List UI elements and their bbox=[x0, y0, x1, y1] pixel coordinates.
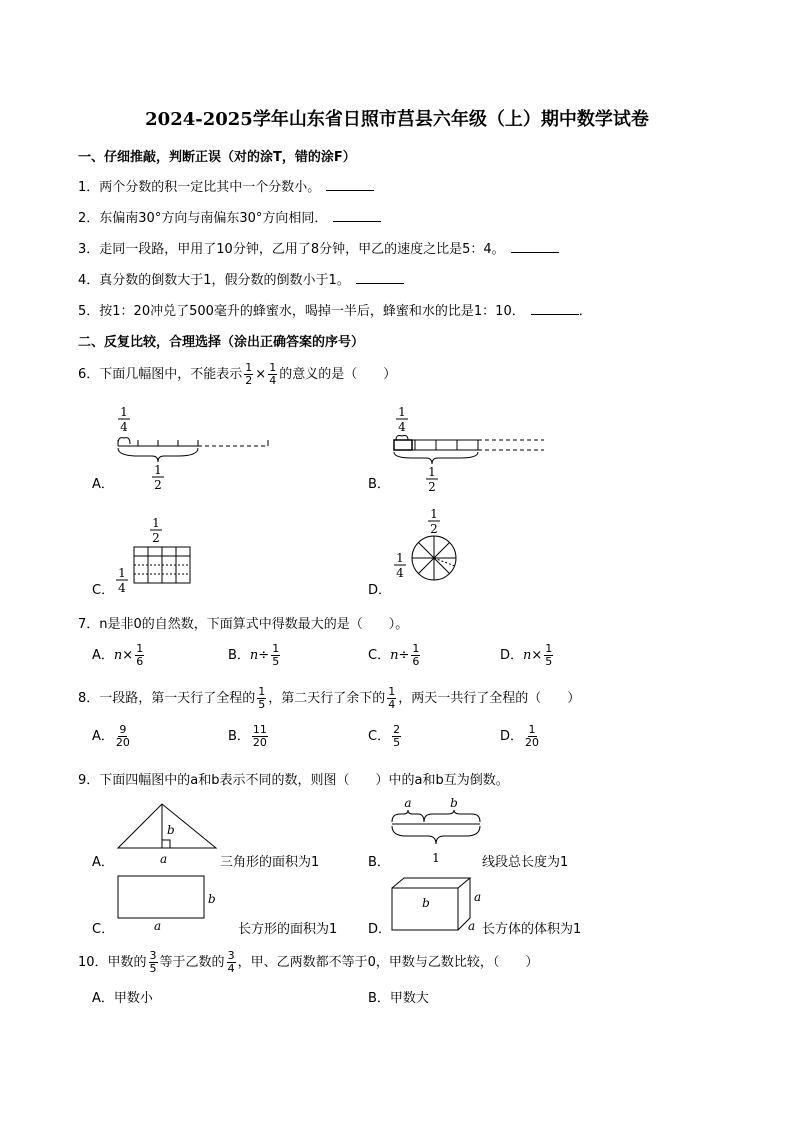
numerator: 1 bbox=[528, 723, 536, 736]
question-8-mid: ，第二天行了余下的 bbox=[268, 691, 386, 706]
fraction-denominator: 2 bbox=[152, 531, 160, 545]
denominator: 20 bbox=[252, 736, 267, 749]
question-4-text: 4．真分数的倒数大于1，假分数的倒数小于1。 bbox=[78, 273, 350, 288]
question-6 bbox=[78, 362, 396, 387]
question-2 bbox=[78, 207, 381, 226]
answer-blank[interactable] bbox=[531, 302, 579, 315]
numerator: 3 bbox=[149, 949, 157, 962]
q9-figure-c-rectangle bbox=[112, 872, 222, 934]
fraction bbox=[135, 643, 144, 668]
question-8-post: ，两天一共行了全程的（ ） bbox=[398, 691, 581, 706]
q9-option-b-caption: 线段总长度为1 bbox=[482, 855, 569, 870]
denominator: 5 bbox=[258, 698, 266, 711]
q9-option-d-label[interactable]: D． bbox=[368, 922, 392, 937]
q7-option-c[interactable] bbox=[368, 643, 422, 668]
q9-option-d-caption: 长方体的体积为1 bbox=[482, 922, 582, 937]
fraction-denominator: 4 bbox=[118, 581, 126, 595]
fraction-numerator: 1 bbox=[152, 516, 160, 530]
denominator: 4 bbox=[388, 698, 396, 711]
label-a: a bbox=[154, 919, 162, 933]
question-10 bbox=[78, 950, 538, 975]
fraction-numerator: 1 bbox=[430, 507, 438, 521]
fraction-numerator: 1 bbox=[120, 405, 128, 419]
label-a: a bbox=[160, 852, 168, 866]
question-3-text: 3．走同一段路，甲用了10分钟，乙用了8分钟，甲乙的速度之比是5：4。 bbox=[78, 242, 505, 257]
denominator: 5 bbox=[149, 962, 157, 975]
q9-option-b-label[interactable]: B． bbox=[368, 855, 390, 870]
question-1 bbox=[78, 176, 374, 195]
question-10-pre: 10．甲数的 bbox=[78, 955, 147, 970]
brace-b bbox=[424, 810, 480, 822]
right-angle-mark bbox=[162, 840, 170, 848]
option-label: D． bbox=[500, 648, 524, 663]
fraction bbox=[244, 362, 253, 387]
label-a: a bbox=[474, 890, 482, 904]
bar-dividers bbox=[415, 440, 457, 450]
answer-blank[interactable] bbox=[511, 240, 559, 253]
q7-option-b[interactable] bbox=[228, 643, 282, 668]
question-2-text: 2．东偏南30°方向与南偏东30°方向相同． bbox=[78, 211, 328, 226]
q9-option-a-label[interactable]: A． bbox=[92, 855, 114, 870]
half-brace bbox=[394, 452, 478, 464]
q7-option-d[interactable] bbox=[500, 643, 555, 668]
label-a: a bbox=[404, 796, 412, 810]
q9-figure-d-cuboid bbox=[388, 872, 488, 934]
question-7: 7．n是非0的自然数，下面算式中得数最大的是（ ）。 bbox=[78, 617, 409, 632]
q9-figure-a-triangle bbox=[112, 800, 222, 866]
option-label: B． bbox=[228, 648, 250, 663]
denominator: 6 bbox=[136, 655, 144, 668]
fraction bbox=[411, 643, 420, 668]
q10-option-b[interactable]: B．甲数大 bbox=[368, 991, 429, 1006]
q8-option-d[interactable] bbox=[500, 724, 541, 749]
cuboid-top bbox=[392, 878, 470, 888]
variable-n: n bbox=[523, 648, 532, 663]
bar-highlight bbox=[394, 440, 412, 450]
denominator: 5 bbox=[272, 655, 280, 668]
fraction-denominator: 2 bbox=[430, 522, 438, 536]
numerator: 1 bbox=[245, 361, 253, 374]
operator: ÷ bbox=[398, 648, 410, 663]
operator: ÷ bbox=[258, 648, 270, 663]
question-5-end: ． bbox=[578, 304, 592, 319]
q9-option-a-caption: 三角形的面积为1 bbox=[220, 855, 320, 870]
q10-option-a[interactable]: A．甲数小 bbox=[92, 991, 153, 1006]
q6-figure-c bbox=[112, 515, 202, 595]
fraction-numerator: 1 bbox=[118, 566, 126, 580]
label-b: b bbox=[450, 796, 458, 810]
numerator: 1 bbox=[258, 685, 266, 698]
variable-n: n bbox=[113, 648, 123, 663]
question-10-post: ，甲、乙两数都不等于0，甲数与乙数比较，（ ） bbox=[237, 955, 539, 970]
fraction-numerator: 1 bbox=[428, 465, 436, 479]
option-label: C． bbox=[368, 648, 391, 663]
q6-option-a-label[interactable]: A． bbox=[92, 477, 114, 492]
question-6-post: 的意义的是（ ） bbox=[279, 367, 397, 382]
fraction-denominator: 2 bbox=[154, 478, 162, 492]
option-label: C． bbox=[368, 729, 391, 744]
q9-figure-b-segment bbox=[388, 794, 484, 866]
denominator: 4 bbox=[227, 962, 235, 975]
fraction bbox=[271, 643, 280, 668]
fraction bbox=[116, 724, 130, 749]
fraction bbox=[227, 950, 236, 975]
fraction-denominator: 4 bbox=[398, 420, 406, 434]
fraction-numerator: 1 bbox=[154, 463, 162, 477]
circle-dashed bbox=[434, 558, 455, 566]
fraction bbox=[392, 724, 401, 749]
answer-blank[interactable] bbox=[333, 209, 381, 222]
question-10-mid: 等于乙数的 bbox=[159, 955, 225, 970]
section-1-heading: 一、仔细推敲，判断正误（对的涂T，错的涂F） bbox=[78, 150, 356, 165]
q6-option-d-label[interactable]: D． bbox=[368, 583, 392, 598]
page-title: 2024-2025学年山东省日照市莒县六年级（上）期中数学试卷 bbox=[145, 109, 649, 130]
question-8-pre: 8．一段路，第一天行了全程的 bbox=[78, 691, 256, 706]
denominator: 5 bbox=[545, 655, 553, 668]
label-b: b bbox=[422, 896, 430, 910]
fraction-denominator: 4 bbox=[120, 420, 128, 434]
denominator: 20 bbox=[525, 736, 540, 749]
numerator: 2 bbox=[393, 723, 401, 736]
brace-total bbox=[392, 826, 480, 844]
numerator: 1 bbox=[388, 685, 396, 698]
operator: × bbox=[531, 648, 543, 663]
fraction-denominator: 2 bbox=[428, 480, 436, 494]
question-4 bbox=[78, 269, 404, 288]
q6-figure-b bbox=[384, 404, 554, 494]
label-a: a bbox=[468, 919, 476, 933]
section-2-heading: 二、反复比较，合理选择（涂出正确答案的序号） bbox=[78, 335, 365, 350]
fraction-numerator: 1 bbox=[398, 405, 406, 419]
brace-a bbox=[392, 810, 424, 822]
denominator: 4 bbox=[269, 374, 277, 387]
fraction bbox=[257, 686, 266, 711]
q6-option-c-label[interactable]: C． bbox=[92, 583, 115, 598]
rectangle-outline bbox=[118, 876, 204, 918]
question-1-text: 1．两个分数的积一定比其中一个分数小。 bbox=[78, 180, 321, 195]
numerator: 1 bbox=[272, 642, 280, 655]
segment-ticks bbox=[118, 440, 268, 446]
option-label: A． bbox=[92, 648, 114, 663]
fraction bbox=[149, 950, 158, 975]
denominator: 5 bbox=[393, 736, 401, 749]
numerator: 1 bbox=[545, 642, 553, 655]
variable-n: n bbox=[249, 648, 259, 663]
answer-blank[interactable] bbox=[326, 178, 374, 191]
fraction bbox=[544, 643, 553, 668]
q6-option-b-label[interactable]: B． bbox=[368, 477, 390, 492]
denominator: 6 bbox=[412, 655, 420, 668]
operator: × bbox=[122, 648, 134, 663]
half-brace bbox=[118, 448, 198, 462]
q6-figure-a bbox=[90, 404, 290, 494]
q7-option-a[interactable] bbox=[92, 643, 146, 668]
numerator: 1 bbox=[269, 361, 277, 374]
label-one: 1 bbox=[432, 851, 440, 865]
answer-blank[interactable] bbox=[356, 271, 404, 284]
question-6-pre: 6．下面几幅图中，不能表示 bbox=[78, 367, 243, 382]
fraction-numerator: 1 bbox=[396, 551, 404, 565]
q9-option-c-caption: 长方形的面积为1 bbox=[238, 922, 338, 937]
q8-option-b[interactable] bbox=[228, 724, 270, 749]
q8-option-a[interactable] bbox=[92, 724, 132, 749]
numerator: 1 bbox=[412, 642, 420, 655]
q9-option-c-label[interactable]: C． bbox=[92, 922, 115, 937]
question-5 bbox=[78, 300, 592, 319]
numerator: 9 bbox=[119, 723, 127, 736]
q8-option-c[interactable] bbox=[368, 724, 403, 749]
fraction bbox=[268, 362, 277, 387]
fraction bbox=[252, 724, 268, 749]
numerator: 11 bbox=[252, 723, 267, 736]
fraction bbox=[387, 686, 396, 711]
numerator: 3 bbox=[227, 949, 235, 962]
denominator: 20 bbox=[115, 736, 130, 749]
question-5-text: 5．按1：20冲兑了500毫升的蜂蜜水，喝掉一半后，蜂蜜和水的比是1：10． bbox=[78, 304, 525, 319]
option-label: B． bbox=[228, 729, 250, 744]
fraction-denominator: 4 bbox=[396, 566, 404, 580]
question-8 bbox=[78, 686, 580, 711]
denominator: 2 bbox=[245, 374, 253, 387]
times-sign: × bbox=[255, 367, 267, 382]
option-label: A． bbox=[92, 729, 114, 744]
quarter-brace bbox=[118, 438, 130, 444]
numerator: 1 bbox=[136, 642, 144, 655]
label-b: b bbox=[167, 823, 175, 837]
label-b: b bbox=[208, 892, 216, 906]
q6-figure-d bbox=[386, 506, 476, 594]
option-label: D． bbox=[500, 729, 524, 744]
question-3 bbox=[78, 238, 559, 257]
fraction bbox=[525, 724, 539, 749]
variable-n: n bbox=[390, 648, 399, 663]
question-9: 9．下面四幅图中的a和b表示不同的数，则图（ ）中的a和b互为倒数。 bbox=[78, 773, 509, 788]
